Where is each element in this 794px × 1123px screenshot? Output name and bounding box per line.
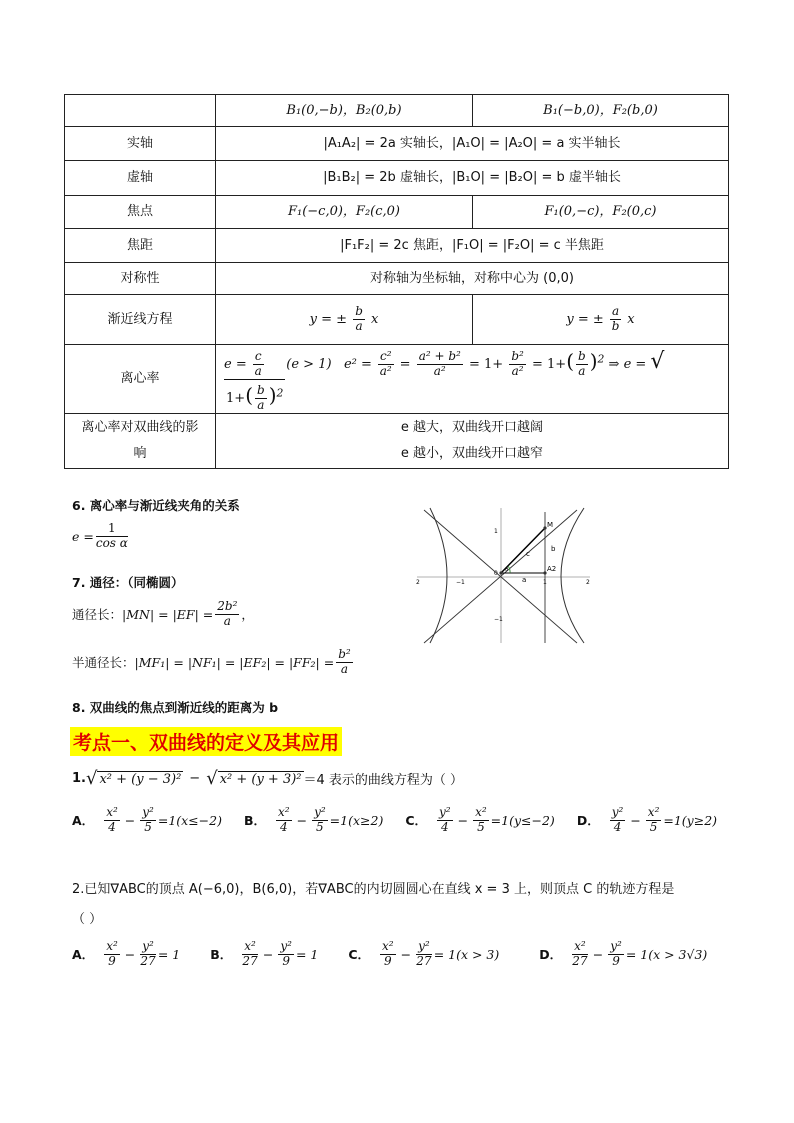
latus-tail: ， (241, 607, 254, 623)
fraction (253, 350, 264, 379)
graph-label: M (547, 521, 554, 529)
numerator: x² (647, 805, 660, 819)
numerator: a (611, 304, 620, 319)
numerator: y² (611, 805, 624, 819)
option-a[interactable] (72, 940, 180, 969)
section-6-formula (72, 522, 130, 551)
denominator: a (254, 364, 262, 378)
fraction (437, 806, 453, 835)
denominator: 9 (282, 953, 290, 968)
denominator: 27 (140, 953, 156, 968)
option-a[interactable] (72, 806, 222, 835)
option-rest: =1(y≤−2) (490, 812, 555, 828)
radicand: x² + (y − 3)² (99, 771, 182, 787)
denominator: 5 (477, 819, 485, 834)
table-row (65, 229, 729, 263)
asymptote-left (216, 295, 473, 345)
ecc-effect-line-1: e 越大，双曲线开口越阔 (400, 419, 544, 435)
denominator: 5 (316, 819, 324, 834)
question-2-text: 2.已知∇ABC的顶点 A(−6,0)，B(6,0)，若∇ABC的内切圆圆心在直线 x = 3 上，则顶点 C 的轨迹方程是 (72, 882, 675, 897)
focus-left: F₁(−c,0)，F₂(c,0) (216, 196, 473, 229)
option-c[interactable] (348, 940, 499, 969)
numerator: x² (278, 805, 290, 819)
denominator: 4 (440, 819, 449, 834)
table-row (65, 295, 729, 345)
hyperbola-graph (412, 500, 592, 645)
minus-sign: − (296, 812, 308, 828)
numerator: y² (610, 939, 622, 953)
tick-label: −1 (494, 616, 503, 623)
table-row (65, 161, 729, 196)
question-2-paren: （ ） (72, 912, 103, 927)
section-6-title: 6. 离心率与渐近线夹角的关系 (72, 498, 240, 513)
numerator: x² (106, 805, 118, 819)
fraction (312, 806, 328, 835)
minus-sign: − (457, 812, 469, 828)
minus-sign: − (124, 812, 136, 828)
semi-latus-label: 半通径长： (72, 655, 135, 671)
row-label: 对称性 (65, 263, 216, 295)
numerator: x² (106, 939, 118, 953)
option-label: B． (210, 947, 233, 963)
fraction (610, 305, 621, 334)
minus-sign: − (630, 812, 641, 828)
denominator: a (355, 319, 363, 333)
option-c[interactable] (405, 806, 555, 835)
numerator: 2b² (217, 599, 238, 613)
sqrt-icon: √ (85, 768, 98, 789)
ecc-effect-content (216, 413, 729, 468)
question-2-options (72, 940, 707, 969)
fraction (473, 806, 489, 835)
table-row (65, 95, 729, 127)
denominator: 4 (279, 819, 288, 834)
fraction (572, 940, 588, 969)
numerator: y² (142, 939, 154, 953)
denominator: b (611, 319, 620, 333)
vertices-right: B₁(−b,0)，F₂(b,0) (473, 95, 729, 127)
ecc-e-eq: e = (224, 357, 247, 372)
denominator: cos α (95, 535, 128, 550)
ecc-effect-label-1: 离心率对双曲线的影 (81, 419, 199, 435)
row-label: 焦点 (65, 196, 216, 229)
vertices-left: B₁(0,−b)，B₂(0,b) (216, 95, 473, 127)
row-label: 实轴 (65, 127, 216, 161)
symmetry-content: 对称轴为坐标轴，对称中心为 (0,0) (216, 263, 729, 295)
row-label: 离心率 (65, 345, 216, 414)
option-d[interactable] (577, 806, 717, 835)
tick-label: −1 (456, 579, 465, 586)
option-rest: =1(y≥2) (663, 812, 718, 828)
fraction (276, 806, 292, 835)
option-label: C． (348, 947, 371, 963)
denominator: 27 (242, 953, 258, 968)
asymptote-var: x (627, 312, 635, 327)
fraction (140, 940, 156, 969)
hyperbola-properties-table (64, 94, 729, 469)
fraction (416, 940, 432, 969)
fraction (353, 305, 365, 334)
ecc-condition: (e > 1) (286, 357, 332, 372)
fraction (96, 522, 128, 551)
radicand: x² + (y + 3)² (219, 771, 302, 787)
asymptote-pm: y = ± (309, 312, 348, 327)
angle-label: θ (505, 567, 509, 573)
option-b[interactable] (210, 940, 318, 969)
fraction (104, 806, 120, 835)
minus-sign: − (124, 946, 136, 962)
numerator: b² (338, 647, 351, 661)
graph-label: a (522, 576, 527, 584)
minus-sign: − (262, 946, 274, 962)
table-row (65, 345, 729, 414)
fraction (646, 806, 662, 835)
option-label: A． (72, 813, 95, 829)
right-branch (561, 508, 584, 643)
real-axis-content: |A₁A₂| = 2a 实轴长，|A₁O| = |A₂O| = a 实半轴长 (216, 127, 729, 161)
fraction (380, 940, 396, 969)
numerator: x² (574, 939, 586, 953)
imag-axis-content: |B₁B₂| = 2b 虚轴长，|B₁O| = |B₂O| = b 虚半轴长 (216, 161, 729, 196)
asymptote-pm: y = ± (566, 312, 604, 327)
graph-label: c (526, 550, 530, 558)
table-row (65, 196, 729, 229)
numerator: b (355, 304, 363, 319)
denominator: 9 (612, 953, 620, 968)
question-number: 1. (72, 771, 86, 786)
numerator: 1 (96, 522, 128, 537)
empty-cell (65, 95, 216, 127)
fraction (242, 940, 258, 969)
numerator: x² (244, 939, 256, 953)
minus-sign: − (592, 946, 604, 962)
option-rest: = 1 (295, 946, 319, 962)
table-row (65, 413, 729, 468)
fraction (608, 940, 624, 969)
numerator: x² (475, 805, 487, 819)
row-label: 焦距 (65, 229, 216, 263)
option-rest: = 1 (157, 946, 181, 962)
option-label: B． (243, 813, 267, 829)
graph-label: b (551, 545, 556, 553)
fraction (336, 648, 353, 677)
question-1 (72, 768, 463, 789)
numerator: x² (382, 939, 394, 953)
question-1-options (72, 806, 717, 835)
row-label: 虚轴 (65, 161, 216, 196)
row-label: 渐近线方程 (65, 295, 216, 345)
numerator: y² (418, 939, 430, 953)
tick-label: 1 (494, 528, 498, 535)
numerator: y² (280, 939, 292, 953)
question-tail: ＝4 表示的曲线方程为（ ） (303, 773, 464, 788)
numerator: y² (439, 805, 451, 819)
section-8-title: 8. 双曲线的焦点到渐近线的距离为 b (72, 700, 279, 715)
option-rest: =1(x≥2) (329, 812, 384, 828)
minus-sign: − (189, 771, 201, 786)
fraction (610, 806, 626, 835)
denominator: a (340, 661, 349, 676)
option-rest: =1(x≤−2) (157, 812, 222, 828)
ecc-effect-line-2: e 越小，双曲线开口越窄 (400, 445, 544, 461)
option-rest: = 1(x > 3) (433, 946, 500, 962)
option-label: C． (405, 813, 428, 829)
denominator: 5 (144, 819, 152, 834)
numerator: c (254, 349, 262, 364)
latus-expr: |MN| = |EF| = (122, 606, 214, 622)
fraction (278, 940, 294, 969)
eccentricity-content (216, 345, 729, 414)
denominator: 5 (649, 819, 658, 834)
row-label (65, 413, 216, 468)
tick-label: 2 (416, 579, 420, 586)
graph-label: A2 (547, 565, 557, 573)
tick-label: 1 (543, 579, 547, 586)
focus-right: F₁(0,−c)，F₂(0,c) (473, 196, 729, 229)
denominator: 4 (108, 819, 116, 834)
table-row (65, 263, 729, 295)
option-b[interactable] (244, 806, 383, 835)
denominator: 4 (613, 819, 622, 834)
denominator: 27 (416, 953, 432, 968)
section-banner: 考点一、双曲线的定义及其应用 (70, 727, 342, 756)
origin-label: 0 (494, 570, 498, 577)
denominator: 27 (572, 953, 588, 968)
fraction (215, 600, 239, 629)
option-rest: = 1(x > 3√3) (625, 946, 708, 962)
ecc-effect-label-2: 响 (133, 445, 147, 461)
fraction (140, 806, 156, 835)
asymptote-var: x (371, 312, 379, 327)
numerator: y² (142, 805, 154, 819)
semi-latus-line (72, 648, 355, 677)
focal-content: |F₁F₂| = 2c 焦距，|F₁O| = |F₂O| = c 半焦距 (216, 229, 729, 263)
option-label: D． (576, 813, 600, 829)
latus-rectum-line (72, 600, 254, 629)
denominator: a (223, 613, 231, 628)
formula-lhs: e = (72, 528, 94, 544)
origin-point (499, 571, 502, 574)
option-label: D． (539, 947, 563, 963)
option-d[interactable] (539, 940, 707, 969)
ecc-formula: e² = $\frac{\text{c²}}{\text{a²}}$ = $\frac{\text{a² + b²}}{\text{a²}}$ = 1+ $\frac{\text{b²}}{\text{a²}}$ = 1+( $\frac{b}{a}$ )$^2$ ⇒ e = √1+( $\frac{b}{a}$ )$^2$ (226, 349, 665, 412)
option-label: A． (72, 947, 95, 963)
numerator: y² (314, 805, 326, 819)
table-row (65, 127, 729, 161)
denominator: 9 (384, 953, 392, 968)
fraction (104, 940, 120, 969)
sqrt-icon: √ (206, 768, 218, 789)
semi-latus-expr: |MF₁| = |NF₁| = |EF₂| = |FF₂| = (134, 654, 335, 670)
minus-sign: − (400, 946, 412, 962)
asymptote-right (473, 295, 729, 345)
latus-label: 通径长： (72, 607, 123, 623)
tick-label: 2 (586, 579, 590, 586)
denominator: 9 (108, 953, 116, 968)
section-7-title: 7. 通径：（同椭圆） (72, 575, 184, 590)
